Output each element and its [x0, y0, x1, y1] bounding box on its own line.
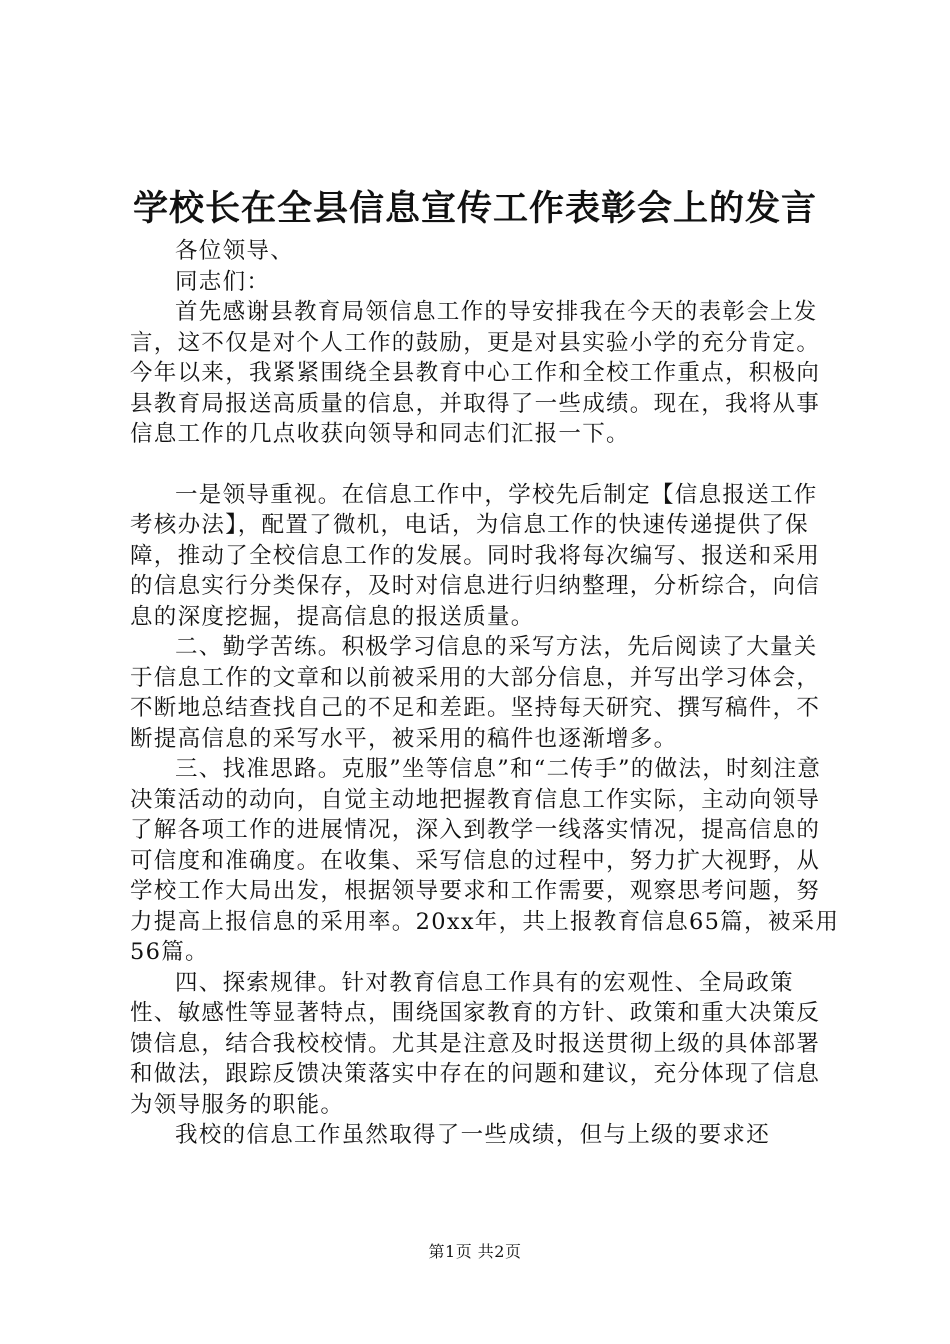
document-body: [130, 236, 840, 1151]
salutation-line-1: 各位领导、: [175, 238, 295, 264]
paragraph-closing: 我校的信息工作虽然取得了一些成绩，但与上级的要求还: [175, 1122, 771, 1148]
paragraph-point-1: 一是领导重视。在信息工作中，学校先后制定【信息报送工作考核办法】，配置了微机，电话，为信息工作的快速传递提供了保障，推动了全校信息工作的发展。同时我将每次编写、报送和采用的信息实行分类保存，及时对信息进行归纳整理，分析综合，向信息的深度挖掘，提高信息的报送质量。: [130, 481, 821, 630]
paragraph-point-3: 三、找准思路。克服”坐等信息”和“二传手”的做法，时刻注意决策活动的动向，自觉主动地把握教育信息工作实际，主动向领导了解各项工作的进展情况，深入到教学一线落实情况，提高信息的可信度和准确度。在收集、采写信息的过程中，努力扩大视野，从学校工作大局出发，根据领导要求和工作需要，观察思考问题，努力提高上报信息的采用率。20xx年，共上报教育信息65篇，被采用56篇。: [130, 756, 840, 965]
paragraph-intro: 首先感谢县教育局领信息工作的导安排我在今天的表彰会上发言，这不仅是对个人工作的鼓励，更是对县实验小学的充分肯定。今年以来，我紧紧围绕全县教育中心工作和全校工作重点，积极向县教育局报送高质量的信息，并取得了一些成绩。现在，我将从事信息工作的几点收获向领导和同志们汇报一下。: [130, 299, 821, 447]
paragraph-point-2: 二、勤学苦练。积极学习信息的采写方法，先后阅读了大量关于信息工作的文章和以前被采用的大部分信息，并写出学习体会，不断地总结查找自己的不足和差距。坚持每天研究、撰写稿件，不断提高信息的采写水平，被采用的稿件也逐渐增多。: [130, 634, 821, 752]
page-footer: 第1页 共2页: [428, 1242, 522, 1261]
document-title: 学校长在全县信息宣传工作表彰会上的发言: [132, 188, 817, 229]
salutation-line-2: 同志们：: [175, 268, 271, 295]
paragraph-point-4: 四、探索规律。针对教育信息工作具有的宏观性、全局政策性、敏感性等显著特点，围绕国家教育的方针、政策和重大决策反馈信息，结合我校校情。尤其是注意及时报送贯彻上级的具体部署和做法，跟踪反馈决策落实中存在的问题和建议，充分体现了信息为领导服务的职能。: [130, 969, 821, 1118]
